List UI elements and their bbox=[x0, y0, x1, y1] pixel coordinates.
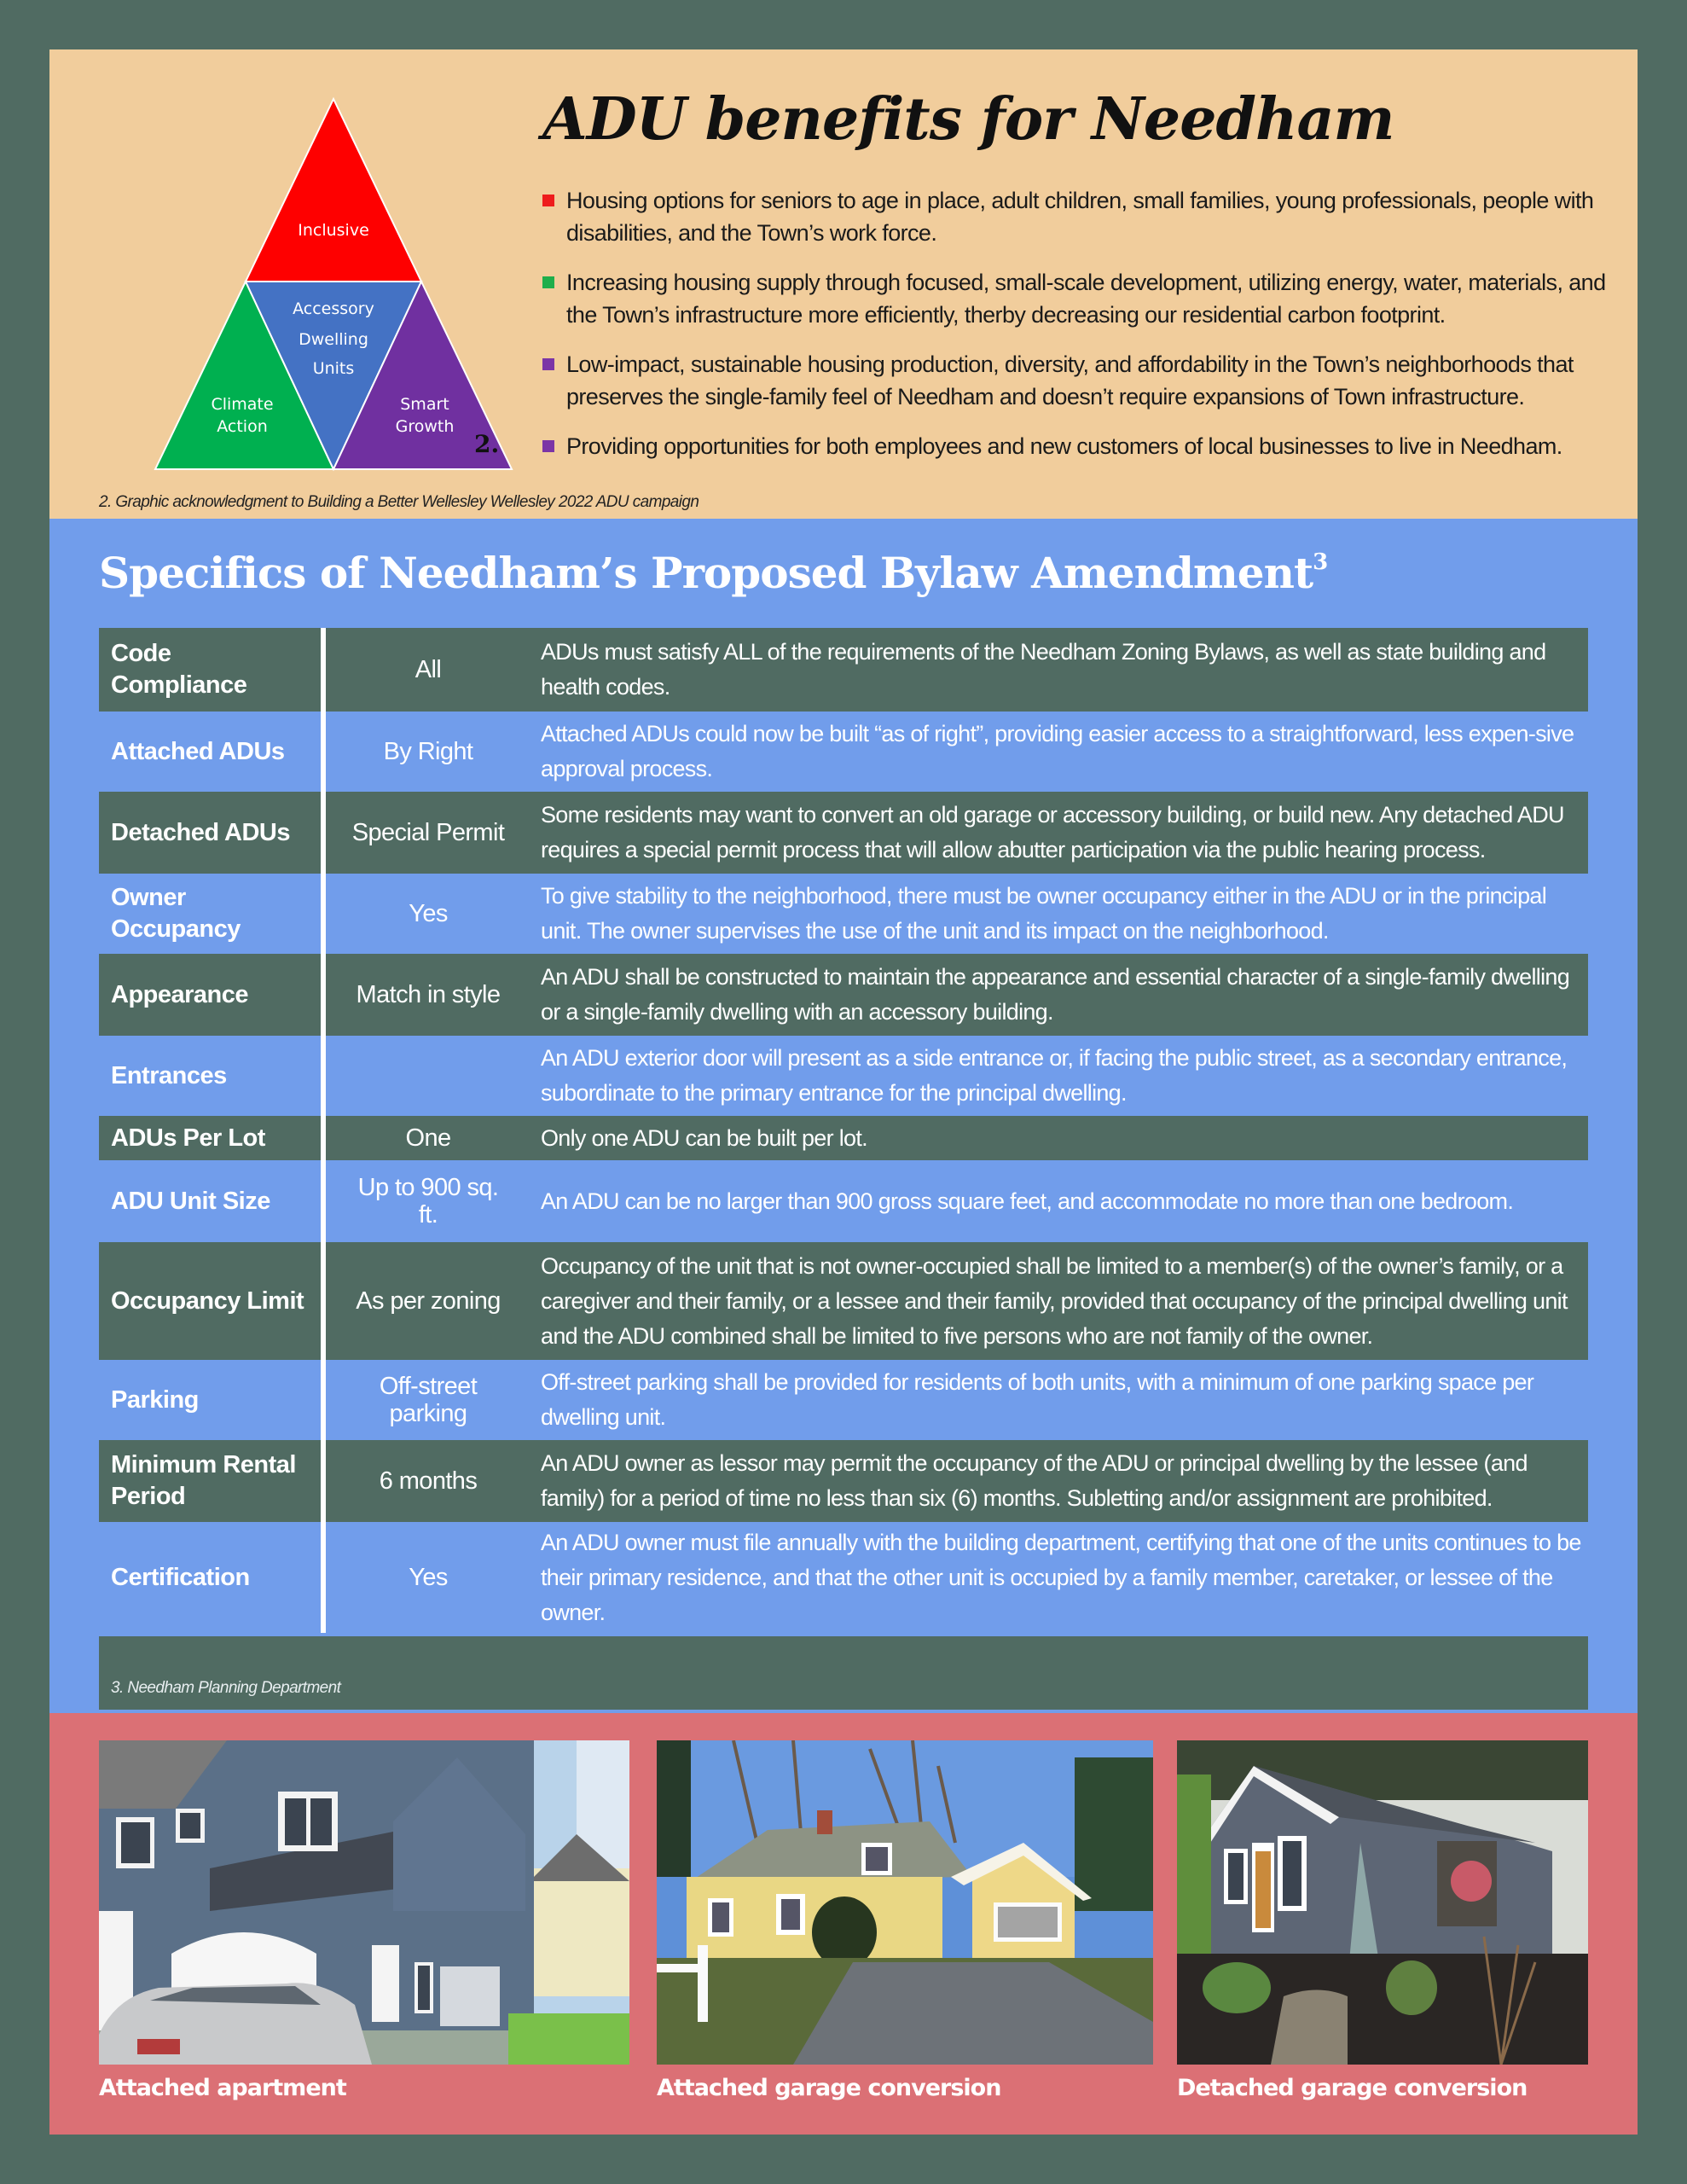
benefits-title: ADU benefits for Needham bbox=[542, 85, 1394, 154]
row-description: An ADU shall be constructed to maintain the appearance and essential character of a single-family dwelling or a single-family dwelling with an accessory building. bbox=[541, 964, 1570, 1025]
row-description: Occupancy of the unit that is not owner-occupied shall be limited to a member(s) of the owner’s family, or a caregiver and their family, or a lessee and their family, provided that occupancy of the principal dwelling unit and the ADU combined shall be limited to five persons who are not family of the owner. bbox=[541, 1252, 1568, 1349]
row-label: Detached ADUs bbox=[111, 818, 290, 846]
row-label: Code Compliance bbox=[111, 640, 247, 699]
square-bullet-icon bbox=[542, 440, 554, 452]
row-description: ADUs must satisfy ALL of the requirements of the Needham Zoning Bylaws, as well as state building and health codes. bbox=[541, 639, 1546, 700]
specs-footnote-marker: 3 bbox=[1313, 549, 1328, 575]
row-label: Owner Occupancy bbox=[111, 884, 241, 943]
row-value: By Right bbox=[383, 738, 473, 765]
detached-garage-conversion-photo bbox=[1177, 1740, 1588, 2065]
square-bullet-icon bbox=[542, 195, 554, 206]
row-label: Entrances bbox=[111, 1061, 227, 1089]
row-value: Off-street parking bbox=[379, 1373, 478, 1427]
table-row bbox=[99, 792, 1588, 874]
benefit-text: Low-impact, sustainable housing production, diversity, and affordability in the Town’s neighborhoods that preserves the single-family feel of Needham and doesn’t require expansions of Town infrastructure. bbox=[566, 351, 1574, 410]
climate-label-line-1: Climate bbox=[211, 395, 274, 414]
square-bullet-icon bbox=[542, 276, 554, 288]
table-row bbox=[99, 1522, 1588, 1633]
benefit-text: Increasing housing supply through focused, small-scale development, utilizing energy, water, materials, and the Town’s infrastructure more efficiently, therby decreasing our residential carbon footprint. bbox=[566, 270, 1606, 328]
specs-section bbox=[49, 519, 1638, 1713]
row-value: 6 months bbox=[379, 1467, 478, 1495]
table-row bbox=[99, 954, 1588, 1036]
row-value: Yes bbox=[409, 1564, 448, 1591]
row-description: An ADU owner as lessor may permit the occupancy of the ADU or principal dwelling by the lessee (and family) for a period of time no less than six (6) months. Subletting and/or assignment are prohibited. bbox=[541, 1450, 1528, 1511]
row-value: Match in style bbox=[356, 981, 501, 1008]
row-label: Parking bbox=[111, 1385, 199, 1414]
row-label: Occupancy Limit bbox=[111, 1287, 304, 1315]
row-description: Some residents may want to convert an old garage or accessory building, or build new. Any detached ADU requires a special permit process that will allow abutter participation via the public hearing process. bbox=[541, 802, 1564, 863]
graphic-credit: 2. Graphic acknowledgment to Building a Better Wellesley Wellesley 2022 ADU campaign bbox=[99, 493, 699, 511]
graphic-footnote-marker: 2. bbox=[474, 430, 500, 458]
table-row bbox=[99, 628, 1588, 712]
examples-section bbox=[49, 1713, 1638, 2135]
row-label: Certification bbox=[111, 1563, 250, 1591]
source-note: 3. Needham Planning Department bbox=[111, 1679, 341, 1697]
adu-label-line-1: Accessory bbox=[293, 299, 374, 318]
row-description: An ADU can be no larger than 900 gross square feet, and accommodate no more than one bedroom. bbox=[541, 1188, 1514, 1214]
benefit-item bbox=[541, 266, 1632, 331]
attached-apartment-caption: Attached apartment bbox=[99, 2075, 346, 2101]
row-label: Appearance bbox=[111, 980, 249, 1008]
table-row bbox=[99, 1440, 1588, 1522]
row-description: Off-street parking shall be provided for residents of both units, with a minimum of one parking space per dwelling unit. bbox=[541, 1369, 1534, 1430]
smart-growth-label-line-2: Growth bbox=[395, 417, 455, 436]
row-value bbox=[326, 1036, 530, 1116]
adu-label-line-2: Dwelling bbox=[299, 330, 368, 349]
row-value: As per zoning bbox=[356, 1287, 501, 1315]
source-bar bbox=[99, 1636, 1588, 1710]
attached-apartment-photo bbox=[99, 1740, 629, 2065]
specs-title bbox=[99, 548, 1327, 598]
table-row bbox=[99, 1036, 1588, 1116]
row-description: Only one ADU can be built per lot. bbox=[541, 1124, 867, 1151]
table-row bbox=[99, 712, 1588, 792]
inclusive-label: Inclusive bbox=[298, 221, 369, 240]
row-description: An ADU owner must file annually with the building department, certifying that one of the units continues to be their primary residence, and that the other unit is occupied by a family member, caretaker, or lessee of the owner. bbox=[541, 1529, 1581, 1625]
benefit-item bbox=[541, 348, 1632, 413]
row-value: Yes bbox=[409, 900, 448, 927]
adu-triangle-graphic bbox=[101, 94, 544, 478]
table-row bbox=[99, 1360, 1588, 1440]
attached-garage-conversion-photo bbox=[657, 1740, 1153, 2065]
row-description: An ADU exterior door will present as a side entrance or, if facing the public street, as a secondary entrance, subordinate to the primary entrance for the principal dwelling. bbox=[541, 1045, 1568, 1106]
row-label: ADU Unit Size bbox=[111, 1187, 270, 1215]
climate-label-line-2: Action bbox=[217, 417, 268, 436]
smart-growth-label-line-1: Smart bbox=[400, 395, 449, 414]
attached-garage-conversion-caption: Attached garage conversion bbox=[657, 2075, 1001, 2101]
bylaw-specs-table bbox=[99, 628, 1588, 1633]
table-row bbox=[99, 1242, 1588, 1360]
benefit-item bbox=[541, 430, 1632, 462]
benefit-text: Providing opportunities for both employees and new customers of local businesses to live in Needham. bbox=[566, 433, 1562, 459]
table-row bbox=[99, 1160, 1588, 1242]
inclusive-triangle bbox=[246, 99, 421, 282]
row-value: All bbox=[415, 656, 442, 683]
row-description: To give stability to the neighborhood, there must be owner occupancy either in the ADU or in the principal unit. The owner supervises the use of the unit and its impact on the neighborhood. bbox=[541, 883, 1547, 944]
row-label: Attached ADUs bbox=[111, 737, 285, 765]
square-bullet-icon bbox=[542, 358, 554, 370]
row-value: Up to 900 sq. ft. bbox=[357, 1174, 499, 1228]
detached-garage-conversion-caption: Detached garage conversion bbox=[1177, 2075, 1528, 2101]
row-value: One bbox=[405, 1124, 451, 1152]
adu-label-line-3: Units bbox=[312, 359, 355, 378]
specs-title-text: Specifics of Needham’s Proposed Bylaw Amendment bbox=[99, 548, 1313, 598]
row-label: Minimum Rental Period bbox=[111, 1451, 296, 1510]
benefit-item bbox=[541, 184, 1632, 249]
row-label: ADUs Per Lot bbox=[111, 1124, 265, 1152]
benefits-list bbox=[541, 184, 1632, 479]
table-row bbox=[99, 874, 1588, 954]
row-value: Special Permit bbox=[351, 819, 505, 846]
row-description: Attached ADUs could now be built “as of right”, providing easier access to a straightforward, less expen-sive approval process. bbox=[541, 721, 1574, 781]
table-row bbox=[99, 1116, 1588, 1160]
benefit-text: Housing options for seniors to age in place, adult children, small families, young professionals, people with disabilities, and the Town’s work force. bbox=[566, 188, 1594, 246]
benefits-section bbox=[49, 49, 1638, 519]
